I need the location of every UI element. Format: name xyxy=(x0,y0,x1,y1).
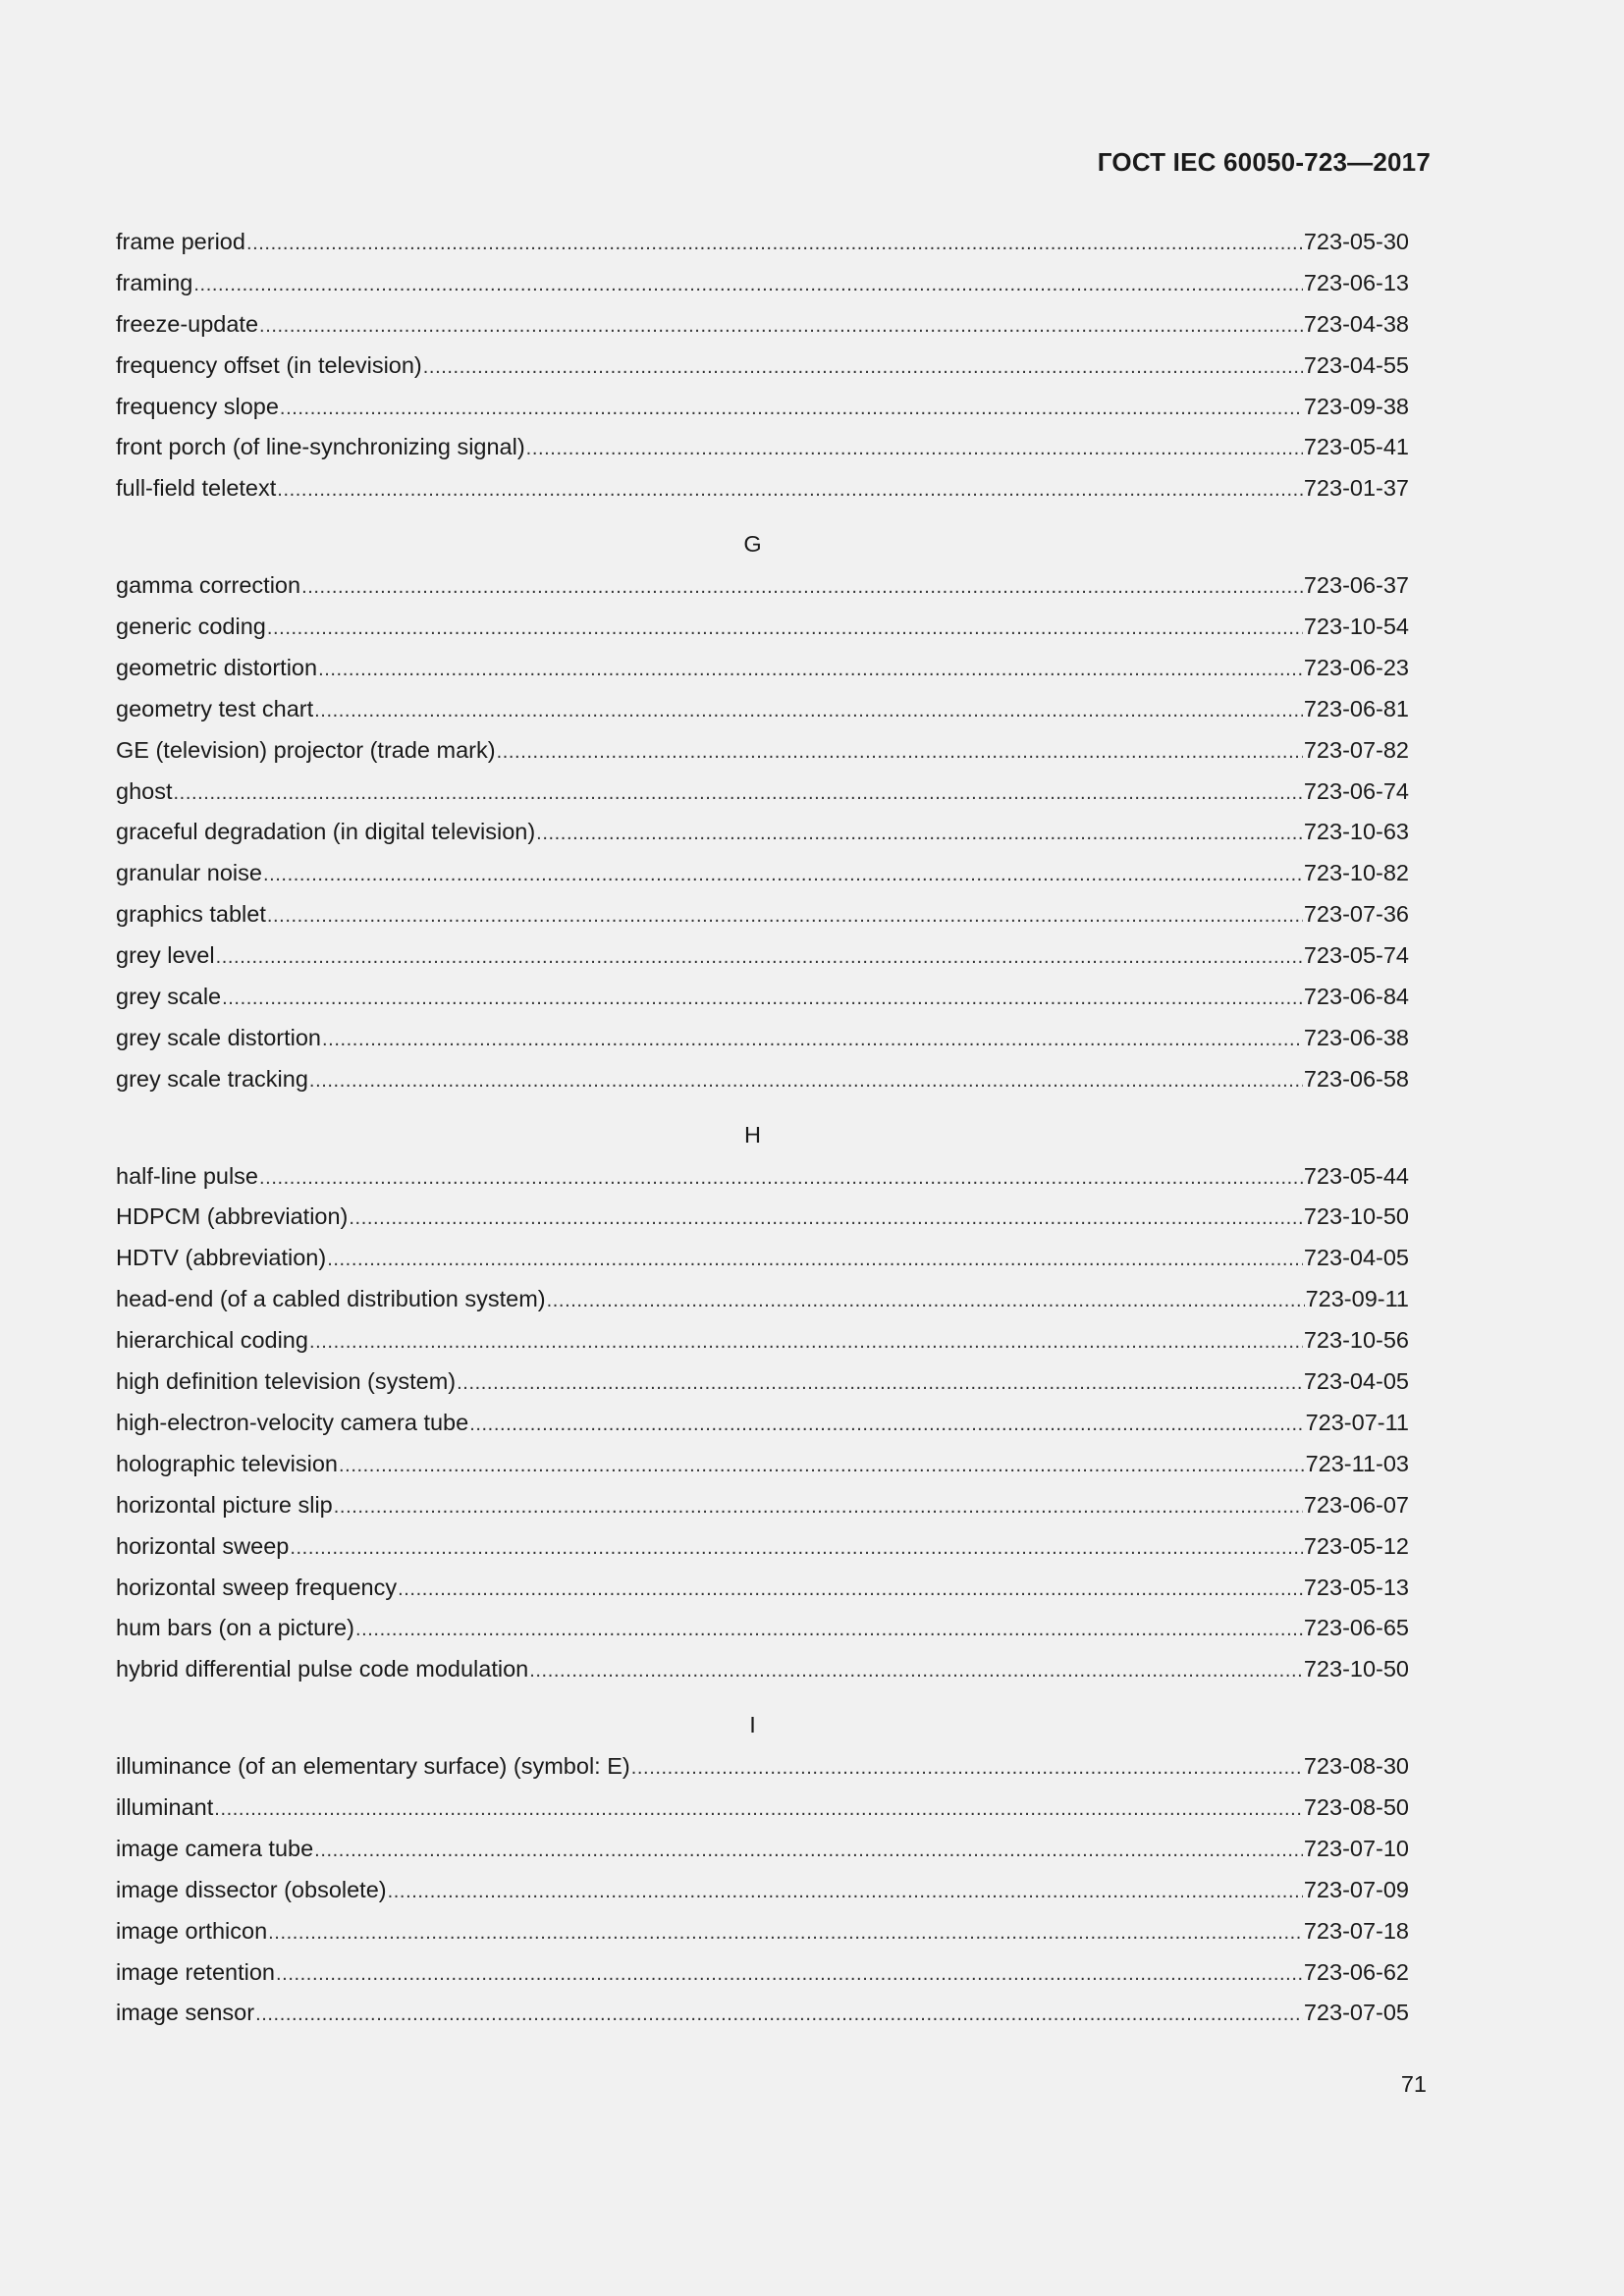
index-entry xyxy=(116,1279,1409,1320)
index-entry xyxy=(116,894,1409,935)
entry-term: grey scale xyxy=(116,984,222,1010)
dot-leader xyxy=(263,853,1303,896)
entry-ref: 723-06-81 xyxy=(1303,695,1409,721)
dot-leader xyxy=(259,304,1303,347)
entry-term: half-line pulse xyxy=(116,1162,259,1189)
entry-term: holographic television xyxy=(116,1450,339,1476)
entry-term: head-end (of a cabled distribution system) xyxy=(116,1286,546,1312)
index-entry xyxy=(116,387,1409,428)
entry-ref: 723-07-82 xyxy=(1303,736,1409,763)
entry-ref: 723-06-37 xyxy=(1303,572,1409,599)
entry-ref: 723-08-50 xyxy=(1303,1793,1409,1820)
entry-ref: 723-08-30 xyxy=(1303,1753,1409,1780)
dot-leader xyxy=(398,1568,1303,1611)
entry-ref: 723-06-07 xyxy=(1303,1491,1409,1518)
dot-leader xyxy=(280,387,1303,430)
entry-term: graphics tablet xyxy=(116,901,266,928)
index-entry xyxy=(116,1018,1409,1059)
dot-leader xyxy=(529,1649,1303,1692)
entry-ref: 723-05-12 xyxy=(1303,1532,1409,1559)
dot-leader xyxy=(318,648,1303,691)
entry-term: illuminance (of an elementary surface) (symbol: E) xyxy=(116,1753,630,1780)
index-entry xyxy=(116,565,1409,607)
entry-term: image retention xyxy=(116,1958,275,1985)
entry-term: HDPCM (abbreviation) xyxy=(116,1203,349,1230)
entry-ref: 723-04-55 xyxy=(1303,351,1409,378)
index-entry xyxy=(116,1829,1409,1870)
dot-leader xyxy=(355,1608,1303,1651)
entry-term: illuminant xyxy=(116,1793,214,1820)
entry-ref: 723-06-84 xyxy=(1303,984,1409,1010)
entry-term: frequency slope xyxy=(116,393,279,419)
entry-term: graceful degradation (in digital television) xyxy=(116,819,536,845)
entry-ref: 723-06-65 xyxy=(1303,1615,1409,1641)
dot-leader xyxy=(277,468,1303,511)
index-entry xyxy=(116,1952,1409,1994)
index-entry xyxy=(116,1485,1409,1526)
index-entry xyxy=(116,853,1409,894)
entry-ref: 723-10-82 xyxy=(1303,860,1409,886)
dot-leader xyxy=(327,1238,1303,1281)
index-section-h xyxy=(116,1115,1409,1690)
dot-leader xyxy=(290,1526,1303,1570)
index-section-f xyxy=(116,222,1409,509)
dot-leader xyxy=(268,1911,1303,1954)
index-entry xyxy=(116,1320,1409,1362)
dot-leader xyxy=(276,1952,1303,1996)
index-entry xyxy=(116,304,1409,346)
index-entry xyxy=(116,1911,1409,1952)
entry-ref: 723-04-05 xyxy=(1303,1245,1409,1271)
index-entry xyxy=(116,772,1409,813)
dot-leader xyxy=(216,935,1303,979)
index-list xyxy=(116,222,1409,2034)
entry-term: image camera tube xyxy=(116,1835,314,1861)
index-section-g xyxy=(116,524,1409,1099)
entry-term: freeze-update xyxy=(116,310,259,337)
dot-leader xyxy=(497,730,1303,774)
index-entry xyxy=(116,689,1409,730)
page-number: 71 xyxy=(1400,2071,1427,2097)
entry-term: GE (television) projector (trade mark) xyxy=(116,736,496,763)
entry-ref: 723-11-03 xyxy=(1305,1450,1409,1476)
entry-ref: 723-07-05 xyxy=(1303,2000,1409,2026)
dot-leader xyxy=(339,1444,1305,1487)
entry-ref: 723-10-50 xyxy=(1303,1656,1409,1682)
index-entry xyxy=(116,1788,1409,1829)
entry-term: image orthicon xyxy=(116,1917,268,1944)
entry-term: granular noise xyxy=(116,860,262,886)
index-entry xyxy=(116,1608,1409,1649)
entry-ref: 723-05-74 xyxy=(1303,942,1409,969)
entry-term: framing xyxy=(116,269,193,295)
entry-term: full-field teletext xyxy=(116,475,277,502)
entry-ref: 723-10-56 xyxy=(1303,1327,1409,1354)
entry-ref: 723-10-54 xyxy=(1303,614,1409,640)
index-entry xyxy=(116,1649,1409,1690)
document-header: ГОСТ IEC 60050-723—2017 xyxy=(1097,147,1431,177)
entry-ref: 723-05-41 xyxy=(1303,434,1409,460)
dot-leader xyxy=(267,607,1303,650)
entry-term: ghost xyxy=(116,777,173,804)
index-entry xyxy=(116,427,1409,468)
dot-leader xyxy=(314,1829,1303,1872)
entry-term: gamma correction xyxy=(116,572,301,599)
section-letter: I xyxy=(749,1712,756,1738)
dot-leader xyxy=(309,1320,1303,1363)
entry-ref: 723-10-63 xyxy=(1303,819,1409,845)
index-entry xyxy=(116,346,1409,387)
dot-leader xyxy=(246,222,1303,265)
index-entry xyxy=(116,1403,1409,1444)
index-entry xyxy=(116,1568,1409,1609)
entry-ref: 723-07-11 xyxy=(1305,1409,1409,1435)
entry-ref: 723-07-36 xyxy=(1303,901,1409,928)
dot-leader xyxy=(388,1870,1303,1913)
entry-ref: 723-07-10 xyxy=(1303,1835,1409,1861)
dot-leader xyxy=(469,1403,1304,1446)
entry-ref: 723-01-37 xyxy=(1303,475,1409,502)
index-entry xyxy=(116,607,1409,648)
dot-leader xyxy=(193,263,1302,306)
dot-leader xyxy=(322,1018,1303,1061)
index-entry xyxy=(116,263,1409,304)
entry-ref: 723-06-13 xyxy=(1303,269,1409,295)
dot-leader xyxy=(174,772,1303,815)
entry-term: grey level xyxy=(116,942,215,969)
entry-ref: 723-05-30 xyxy=(1303,229,1409,254)
entry-term: HDTV (abbreviation) xyxy=(116,1245,327,1271)
index-entry xyxy=(116,222,1409,263)
entry-ref: 723-09-11 xyxy=(1305,1286,1409,1312)
index-entry xyxy=(116,730,1409,772)
entry-term: hierarchical coding xyxy=(116,1327,308,1354)
dot-leader xyxy=(536,812,1303,855)
dot-leader xyxy=(301,565,1303,609)
entry-ref: 723-07-09 xyxy=(1303,1876,1409,1902)
dot-leader xyxy=(267,894,1303,937)
entry-term: hybrid differential pulse code modulation xyxy=(116,1656,529,1682)
entry-ref: 723-10-50 xyxy=(1303,1203,1409,1230)
index-entry xyxy=(116,1993,1409,2034)
dot-leader xyxy=(214,1788,1303,1831)
entry-ref: 723-05-13 xyxy=(1303,1574,1409,1600)
entry-term: high definition television (system) xyxy=(116,1368,457,1395)
dot-leader xyxy=(526,427,1303,470)
entry-term: frame period xyxy=(116,229,245,254)
index-entry xyxy=(116,977,1409,1018)
dot-leader xyxy=(314,689,1303,732)
index-entry xyxy=(116,1238,1409,1279)
index-entry xyxy=(116,812,1409,853)
index-entry xyxy=(116,1526,1409,1568)
entry-term: front porch (of line-synchronizing signal) xyxy=(116,434,525,460)
entry-term: geometric distortion xyxy=(116,654,318,680)
entry-ref: 723-06-38 xyxy=(1303,1024,1409,1050)
entry-term: geometry test chart xyxy=(116,695,314,721)
dot-leader xyxy=(349,1197,1302,1240)
dot-leader xyxy=(547,1279,1305,1322)
entry-term: hum bars (on a picture) xyxy=(116,1615,354,1641)
dot-leader xyxy=(457,1362,1303,1405)
entry-ref: 723-05-44 xyxy=(1303,1162,1409,1189)
entry-ref: 723-04-38 xyxy=(1303,310,1409,337)
section-letter: G xyxy=(743,531,762,558)
index-entry xyxy=(116,468,1409,509)
entry-term: generic coding xyxy=(116,614,266,640)
entry-term: image sensor xyxy=(116,2000,255,2026)
index-entry xyxy=(116,1362,1409,1403)
dot-leader xyxy=(259,1156,1303,1200)
entry-term: image dissector (obsolete) xyxy=(116,1876,387,1902)
dot-leader xyxy=(309,1059,1303,1102)
dot-leader xyxy=(631,1746,1303,1789)
section-letter: H xyxy=(744,1121,761,1148)
entry-ref: 723-06-62 xyxy=(1303,1958,1409,1985)
entry-ref: 723-06-23 xyxy=(1303,654,1409,680)
index-entry xyxy=(116,1059,1409,1100)
index-entry xyxy=(116,1746,1409,1788)
index-entry xyxy=(116,648,1409,689)
index-entry xyxy=(116,1870,1409,1911)
entry-term: horizontal sweep frequency xyxy=(116,1574,398,1600)
dot-leader xyxy=(334,1485,1303,1528)
index-section-i xyxy=(116,1705,1409,2034)
entry-term: frequency offset (in television) xyxy=(116,351,422,378)
index-entry xyxy=(116,1444,1409,1485)
entry-term: high-electron-velocity camera tube xyxy=(116,1409,469,1435)
entry-term: grey scale distortion xyxy=(116,1024,321,1050)
dot-leader xyxy=(222,977,1303,1020)
dot-leader xyxy=(255,1993,1303,2036)
entry-ref: 723-09-38 xyxy=(1303,393,1409,419)
entry-term: grey scale tracking xyxy=(116,1065,308,1092)
dot-leader xyxy=(423,346,1303,389)
entry-ref: 723-06-74 xyxy=(1303,777,1409,804)
index-entry xyxy=(116,1197,1409,1238)
index-entry xyxy=(116,935,1409,977)
entry-ref: 723-07-18 xyxy=(1303,1917,1409,1944)
entry-ref: 723-04-05 xyxy=(1303,1368,1409,1395)
entry-term: horizontal sweep xyxy=(116,1532,290,1559)
entry-ref: 723-06-58 xyxy=(1303,1065,1409,1092)
index-entry xyxy=(116,1156,1409,1198)
entry-term: horizontal picture slip xyxy=(116,1491,333,1518)
